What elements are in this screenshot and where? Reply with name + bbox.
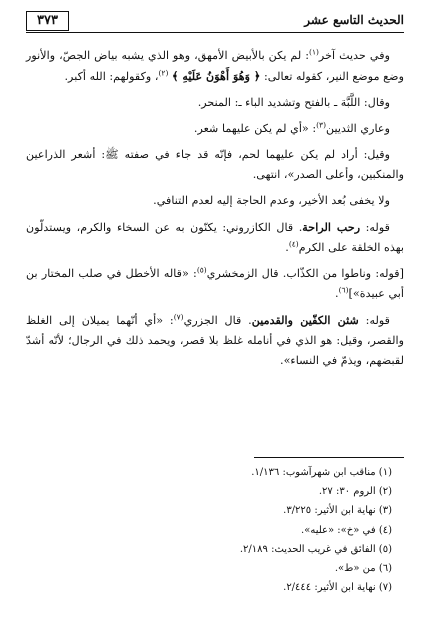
footnote: (٢) الروم ٣٠: ٢٧.: [318, 486, 392, 498]
page-number: ٣٧٣: [26, 11, 69, 31]
paragraph-6: [26, 217, 404, 258]
footnote-ref: (٦): [338, 285, 349, 295]
text: وفي حديث آخر: [318, 49, 390, 62]
footnotes: [26, 463, 392, 597]
quran-verse: ﴿ وَهُوَ أَهْوَنُ عَلَيْهِ ﴾: [171, 69, 261, 83]
text: [قوله: وناطوا من الكذّاب. قال الزمخشري: [206, 267, 404, 280]
footnote-ref: (٤): [288, 239, 299, 249]
footnote-ref: (٢): [158, 68, 169, 78]
text: قوله:: [358, 314, 390, 327]
text: .: [335, 287, 339, 300]
paragraph-4: وقيل: أراد لم يكن عليهما لحم، فإنّه قد جاء في صفته ﷺ: أشعر الذراعين والمنكبين، وأعلى الصدر»، انتهى.: [26, 148, 404, 181]
paragraph-8: [26, 310, 404, 371]
footnote-divider: [254, 457, 404, 458]
text: . قال الجزري: [183, 314, 252, 327]
paragraph-2: وقال: اللَّبَّة ـ بالفتح وتشديد الباء ـ: المنحر.: [197, 96, 390, 109]
text: : «قاله الأخطل في صلب المختار بن أبي عبيدة»]: [26, 267, 404, 300]
footnote: (٧) نهاية ابن الأثير: ٢/٤٤٤.: [283, 582, 392, 594]
text: .: [285, 241, 289, 254]
footnote-ref: (٣): [316, 120, 327, 130]
text: : «أي أنّهما يميلان إلى الغلظ والقصر، وقيل: هو الذي في أنامله غلظ بلا قصر، ويحمد ذلك في الرجال؛ لأنّه أشدّ لقبضهم، ويذمّ في النساء».: [26, 314, 404, 367]
footnote-ref: (٥): [196, 265, 207, 275]
main-text: [26, 46, 404, 377]
paragraph-1: [26, 46, 404, 87]
text: وعاري الثديين: [326, 122, 390, 135]
footnote-ref: (٧): [173, 312, 184, 322]
footnote: (٤) في «خ»: «عليه».: [301, 524, 392, 536]
text: ، وكقولهم: الله أكبر.: [64, 70, 159, 83]
text: . قال الكازروني: يكنّون به عن السخاء والكرم، ويستدلّون بهذه الخلقة على الكرم: [26, 221, 404, 254]
footnote: (٣) نهاية ابن الأثير: ٣/٢٢٥.: [283, 505, 392, 517]
text: قوله:: [360, 221, 390, 234]
chapter-title: الحديث التاسع عشر: [304, 13, 404, 27]
paragraph-3: [26, 119, 404, 139]
footnote: (٦) من «ط».: [334, 563, 392, 575]
footnote-ref: (١): [309, 47, 319, 57]
footnote: (٥) الفائق في غريب الحديث: ٢/١٨٩.: [239, 543, 392, 555]
text: : لم يكن بالأبيض الأمهق، وهو الذي يشبه بياض الجصّ، والأنور وضع موضع النير، كقوله تعالى:: [26, 49, 404, 83]
glossed-term: شثن الكفّين والقدمين: [251, 313, 359, 327]
footnote: (١) مناقب ابن شهرآشوب: ١/١٣٦.: [251, 467, 392, 478]
paragraph-5: ولا يخفى بُعد الأخير، وعدم الحاجة إليه لعدم التنافي.: [153, 194, 390, 207]
text: : «أي لم يكن عليهما شعر.: [193, 122, 317, 135]
running-header: [26, 8, 404, 33]
glossed-term: رحب الراحة: [302, 220, 361, 234]
paragraph-7: [26, 264, 404, 304]
